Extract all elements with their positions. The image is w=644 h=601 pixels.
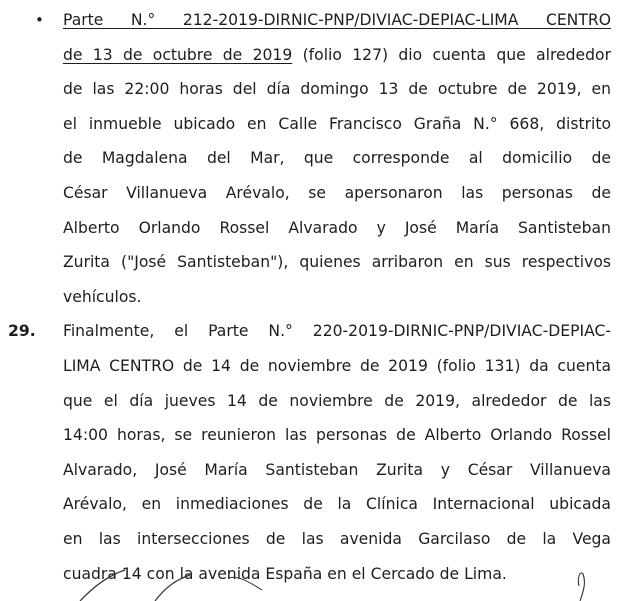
body-line: Finalmente, el Parte N.° 220-2019-DIRNIC-PNP/DIVIAC-DEPIAC- — [63, 322, 611, 341]
report-line-2-rest: (folio 127) dio cuenta que alrededor — [292, 45, 611, 64]
paragraph-number: 29. — [8, 322, 36, 341]
body-line: el inmueble ubicado en Calle Francisco Graña N.° 668, distrito — [63, 114, 611, 133]
body-line: que el día jueves 14 de noviembre de 2019, alrededor de las — [63, 391, 611, 410]
body-line: Arévalo, en inmediaciones de la Clínica Internacional ubicada — [63, 495, 611, 514]
body-line: Alberto Orlando Rossel Alvarado y José María Santisteban — [63, 218, 611, 237]
body-line: 14:00 horas, se reunieron las personas de Alberto Orlando Rossel — [63, 426, 611, 445]
body-line: Zurita ("José Santisteban"), quienes arribaron en sus respectivos — [63, 253, 611, 272]
report-reference-line-1: Parte N.° 212-2019-DIRNIC-PNP/DIVIAC-DEPIAC-LIMA CENTRO — [63, 11, 611, 29]
body-line: de Magdalena del Mar, que corresponde al domicilio de — [63, 149, 611, 168]
report-date-underlined: de 13 de octubre de 2019 — [63, 45, 293, 64]
body-line: César Villanueva Arévalo, se apersonaron las personas de — [63, 184, 611, 202]
body-line: en las intersecciones de las avenida Garcilaso de la Vega — [63, 530, 611, 548]
list-bullet: • — [35, 11, 44, 29]
body-line: de las 22:00 horas del día domingo 13 de octubre de 2019, en — [63, 80, 611, 99]
body-line: Alvarado, José María Santisteban Zurita y César Villanueva — [63, 460, 611, 479]
body-line: vehículos. — [63, 287, 142, 306]
body-line: LIMA CENTRO de 14 de noviembre de 2019 (folio 131) da cuenta — [63, 357, 611, 375]
body-line: cuadra 14 con la avenida España en el Cercado de Lima. — [63, 564, 507, 583]
